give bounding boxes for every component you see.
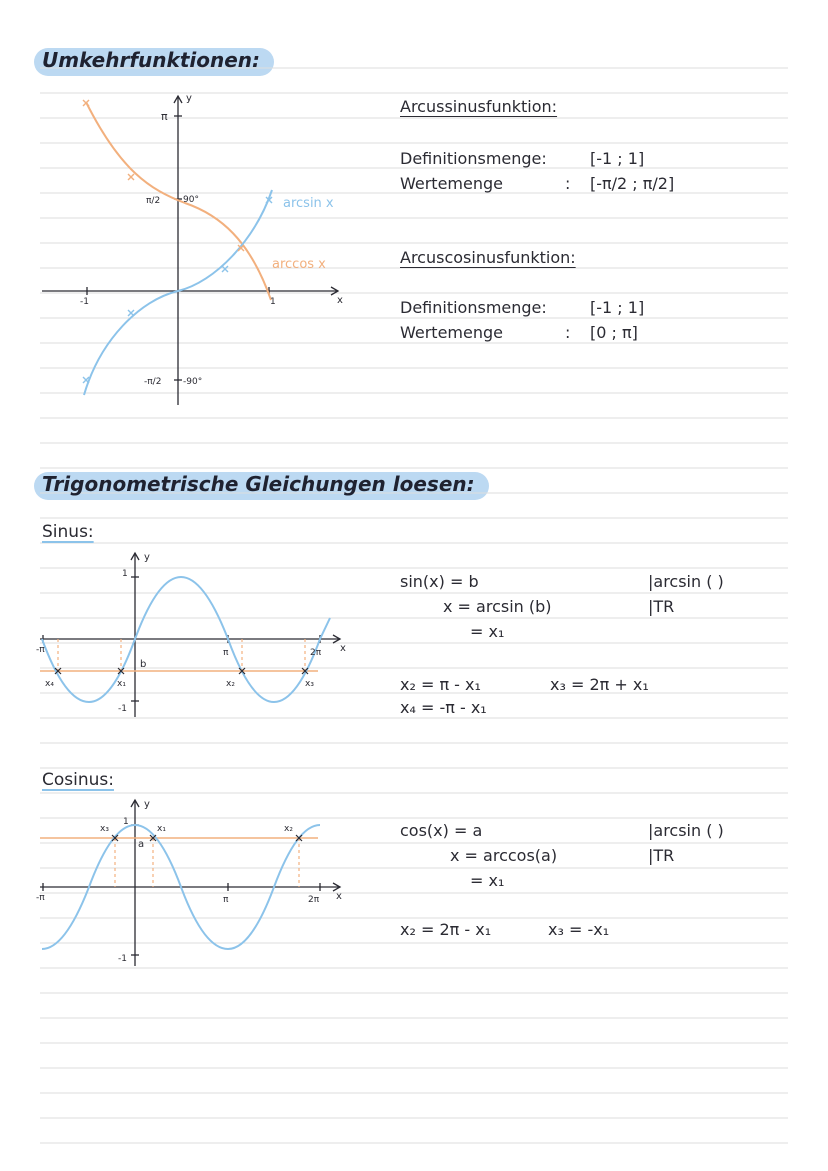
sin-label-pi: π [223,648,229,658]
label-x: x [337,295,343,306]
sin-label-minus-one: -1 [118,704,127,714]
cos-label-two-pi: 2π [308,895,320,905]
sin-label-minus-pi: -π [36,645,45,655]
sinus-label: Sinus: [42,522,94,542]
sin-eq3: = x₁ [470,622,505,641]
arccos-domain-label: Definitionsmenge: [400,298,547,317]
sin-eq4: x₂ = π - x₁ [400,675,481,694]
cos-eq4: x₂ = 2π - x₁ [400,920,492,939]
cos-label-x2: x₂ [284,824,293,834]
cos-label-x: x [336,891,342,902]
cos-eq2-op: |TR [648,846,675,865]
arccos-range-value: [0 ; π] [590,323,638,342]
sin-label-one: 1 [122,569,128,579]
label-one: 1 [270,297,276,307]
cos-label-x3: x₃ [100,824,109,834]
sin-label-x: x [340,643,346,654]
arcsin-domain-label: Definitionsmenge: [400,149,547,168]
sin-label-x2: x₂ [226,679,235,689]
arccos-domain-value: [-1 ; 1] [590,298,645,317]
heading-trig-text: Trigonometrische Gleichungen loesen: [42,472,475,496]
sin-label-b: b [140,659,147,670]
label-deg-minus90: -90° [183,377,203,387]
cos-label-minus-pi: -π [36,893,45,903]
sin-eq2: x = arcsin (b) [443,597,552,616]
cos-label-pi: π [223,895,229,905]
arccos-range-label: Wertemenge [400,323,503,342]
arcsin-domain-value: [-1 ; 1] [590,149,645,168]
heading-inverse-text: Umkehrfunktionen: [42,48,261,72]
graph-cosinus [36,795,366,970]
cos-label-a: a [138,839,145,850]
cos-label-x1: x₁ [157,824,166,834]
arcsin-range-label: Wertemenge [400,174,503,193]
cos-label-one: 1 [123,817,129,827]
sin-label-two-pi: 2π [310,648,322,658]
arcsin-range-value: [-π/2 ; π/2] [590,174,675,193]
cos-eq5: x₃ = -x₁ [548,920,610,939]
sin-label-x3: x₃ [305,679,314,689]
cos-eq1: cos(x) = a [400,821,483,840]
arccos-title: Arcuscosinusfunktion: [400,248,576,267]
sin-eq6: x₄ = -π - x₁ [400,698,487,717]
sin-label-x4: x₄ [45,679,54,689]
cos-eq1-op: |arcsin ( ) [648,821,724,840]
label-minus-one: -1 [80,297,89,307]
arcsin-title: Arcussinusfunktion: [400,97,558,116]
label-y: y [186,93,192,104]
cos-label-minus-one: -1 [118,954,127,964]
label-pi: π [161,110,168,123]
sin-eq1: sin(x) = b [400,572,479,591]
arcsin-range-colon: : [565,174,571,193]
cos-label-y: y [144,799,150,810]
label-minus-pi-half: -π/2 [144,377,162,387]
cos-eq2: x = arccos(a) [450,846,558,865]
sin-label-y: y [144,552,150,563]
sin-eq2-op: |TR [648,597,675,616]
sin-eq5: x₃ = 2π + x₁ [550,675,649,694]
label-pi-half: π/2 [146,196,161,206]
cosinus-label: Cosinus: [42,770,114,790]
arccos-range-colon: : [565,323,571,342]
cos-eq3: = x₁ [470,871,505,890]
graph-arcsin-arccos [40,90,360,410]
label-arcsin: arcsin x [283,196,334,211]
sin-label-x1: x₁ [117,679,126,689]
label-arccos: arccos x [272,257,326,272]
sin-eq1-op: |arcsin ( ) [648,572,724,591]
heading-trig-equations [36,470,485,500]
heading-inverse-functions [36,46,270,76]
graph-sinus [36,548,366,720]
label-deg90: 90° [183,195,199,205]
